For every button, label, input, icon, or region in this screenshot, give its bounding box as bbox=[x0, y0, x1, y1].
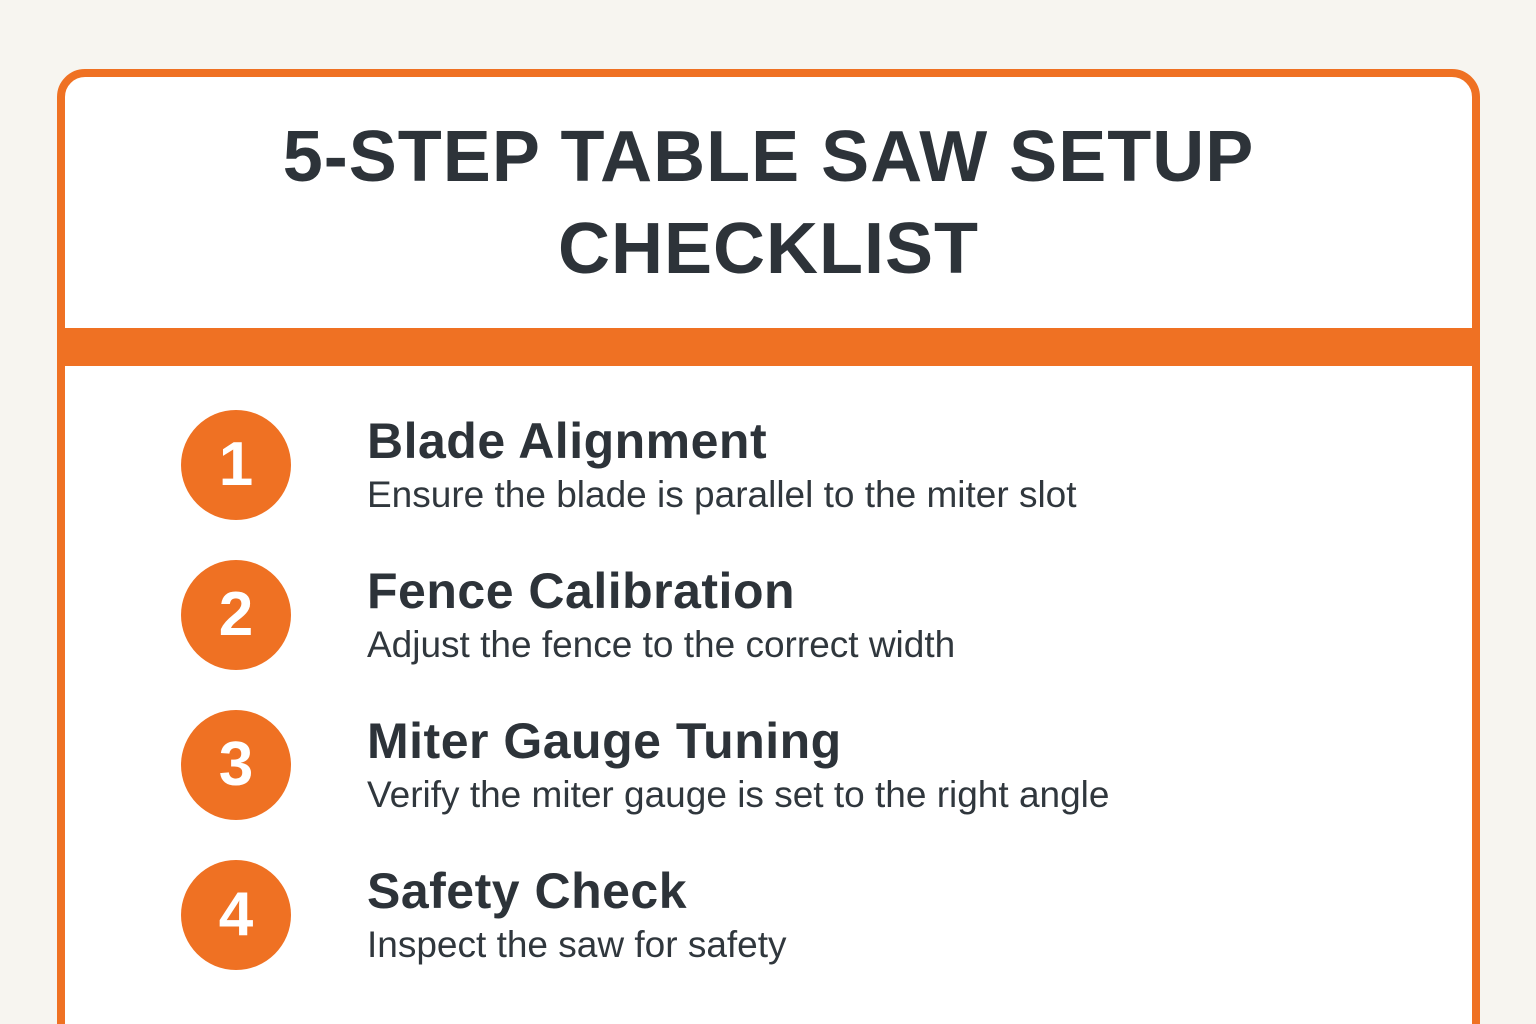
step-2-number: 2 bbox=[218, 580, 254, 649]
step-2-title: Fence Calibration bbox=[367, 563, 796, 619]
step-4-text bbox=[367, 863, 787, 967]
step-3-number-badge bbox=[181, 710, 291, 820]
step-1-text bbox=[367, 413, 1077, 517]
step-4-number-badge bbox=[181, 860, 291, 970]
step-3-text bbox=[367, 713, 1109, 817]
step-4-number: 4 bbox=[218, 880, 254, 949]
checklist-card bbox=[57, 69, 1480, 1024]
step-1-number: 1 bbox=[218, 430, 254, 499]
title-line-1: 5-STEP TABLE SAW SETUP bbox=[282, 116, 1255, 197]
step-row-1 bbox=[181, 410, 1432, 520]
step-3-title: Miter Gauge Tuning bbox=[367, 713, 842, 769]
step-row-3 bbox=[181, 710, 1432, 820]
step-3-number: 3 bbox=[218, 730, 254, 799]
accent-divider-bar bbox=[65, 328, 1472, 366]
step-2-text bbox=[367, 563, 955, 667]
step-1-number-badge bbox=[181, 410, 291, 520]
step-row-4 bbox=[181, 860, 1432, 970]
step-1-description: Ensure the blade is parallel to the miter slot bbox=[367, 474, 1077, 515]
steps-list bbox=[65, 366, 1472, 970]
step-3-description: Verify the miter gauge is set to the right angle bbox=[367, 774, 1110, 815]
step-2-number-badge bbox=[181, 560, 291, 670]
step-4-description: Inspect the saw for safety bbox=[367, 924, 787, 965]
step-row-2 bbox=[181, 560, 1432, 670]
step-2-description: Adjust the fence to the correct width bbox=[367, 624, 956, 665]
step-1-title: Blade Alignment bbox=[367, 413, 768, 469]
step-4-title: Safety Check bbox=[367, 863, 688, 919]
page-title bbox=[283, 111, 1254, 295]
card-header bbox=[65, 77, 1472, 328]
title-line-2: CHECKLIST bbox=[558, 208, 979, 289]
